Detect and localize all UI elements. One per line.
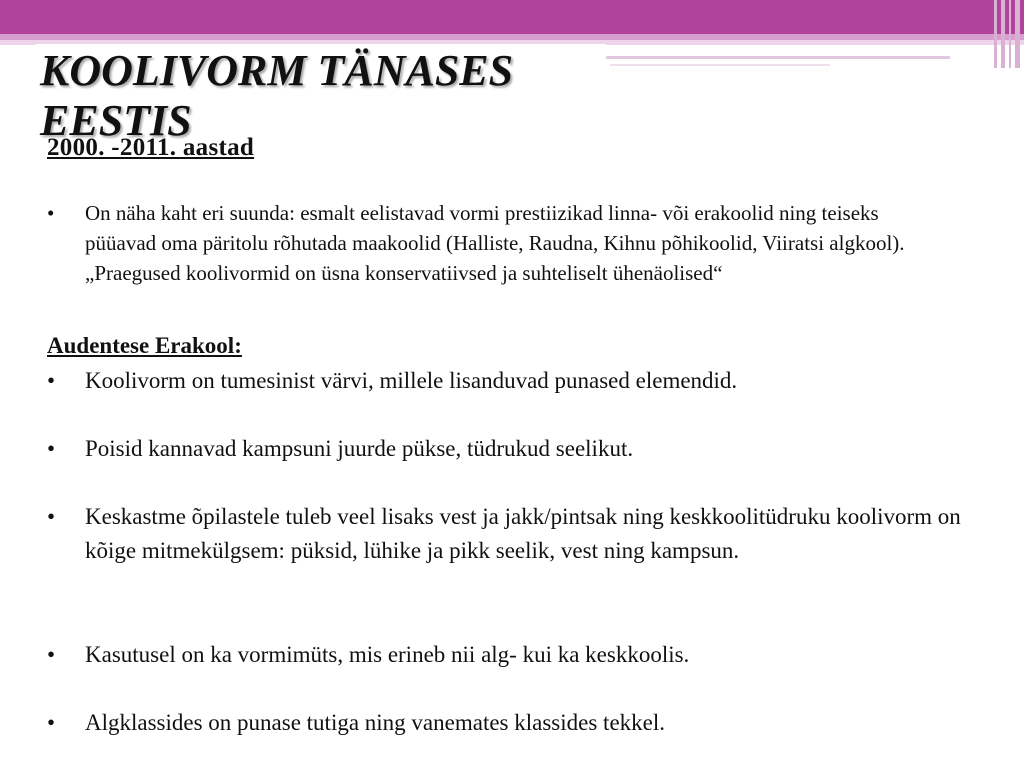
slide-subtitle: 2000. -2011. aastad xyxy=(47,134,255,161)
bullet-text: Poisid kannavad kampsuni juurde pükse, tüdrukud seelikut. xyxy=(85,436,634,461)
list-item xyxy=(47,706,967,740)
bullet-symbol: • xyxy=(47,504,56,529)
list-item xyxy=(47,432,967,466)
list-item xyxy=(47,638,967,672)
header-accent-line xyxy=(610,64,830,66)
header-accent-line xyxy=(600,56,950,59)
bullet-text: Algklassides on punase tutiga ning vanemates klassides tekkel. xyxy=(85,710,665,735)
bullet-symbol: • xyxy=(47,710,56,735)
bullet-text: Kasutusel on ka vormimüts, mis erineb nii alg- kui ka keskkoolis. xyxy=(85,642,690,667)
bullet-symbol: • xyxy=(47,642,56,667)
bullet-text: Keskastme õpilastele tuleb veel lisaks vest ja jakk/pintsak ning keskkoolitüdruku koolivorm on kõige mitmekülgsem: püksid, lühike ja pikk seelik, vest ning kampsun. xyxy=(85,504,961,563)
bullet-symbol: • xyxy=(47,436,56,461)
header-vertical-bars xyxy=(990,0,1024,68)
header-band xyxy=(0,0,1024,34)
slide-title: KOOLIVORM TÄNASES EESTIS xyxy=(40,46,514,145)
bullet-symbol: • xyxy=(47,368,56,393)
bullet-symbol: • xyxy=(47,201,55,225)
intro-bullet xyxy=(47,198,967,288)
section-heading: Audentese Erakool: xyxy=(47,333,242,358)
bullet-text: On näha kaht eri suunda: esmalt eelistavad vormi prestiizikad linna- või erakoolid ning teiseks püüavad oma päritolu rõhutada maakoolid (Halliste, Raudna, Kihnu põhikoolid, Viiratsi algkool). „Praegused koolivormid on üsna konservatiivsed ja suhteliselt ühenäolised“ xyxy=(85,201,905,285)
list-item xyxy=(47,500,967,568)
bullet-text: Koolivorm on tumesinist värvi, millele lisanduvad punased elemendid. xyxy=(85,368,738,393)
list-item xyxy=(47,364,967,398)
